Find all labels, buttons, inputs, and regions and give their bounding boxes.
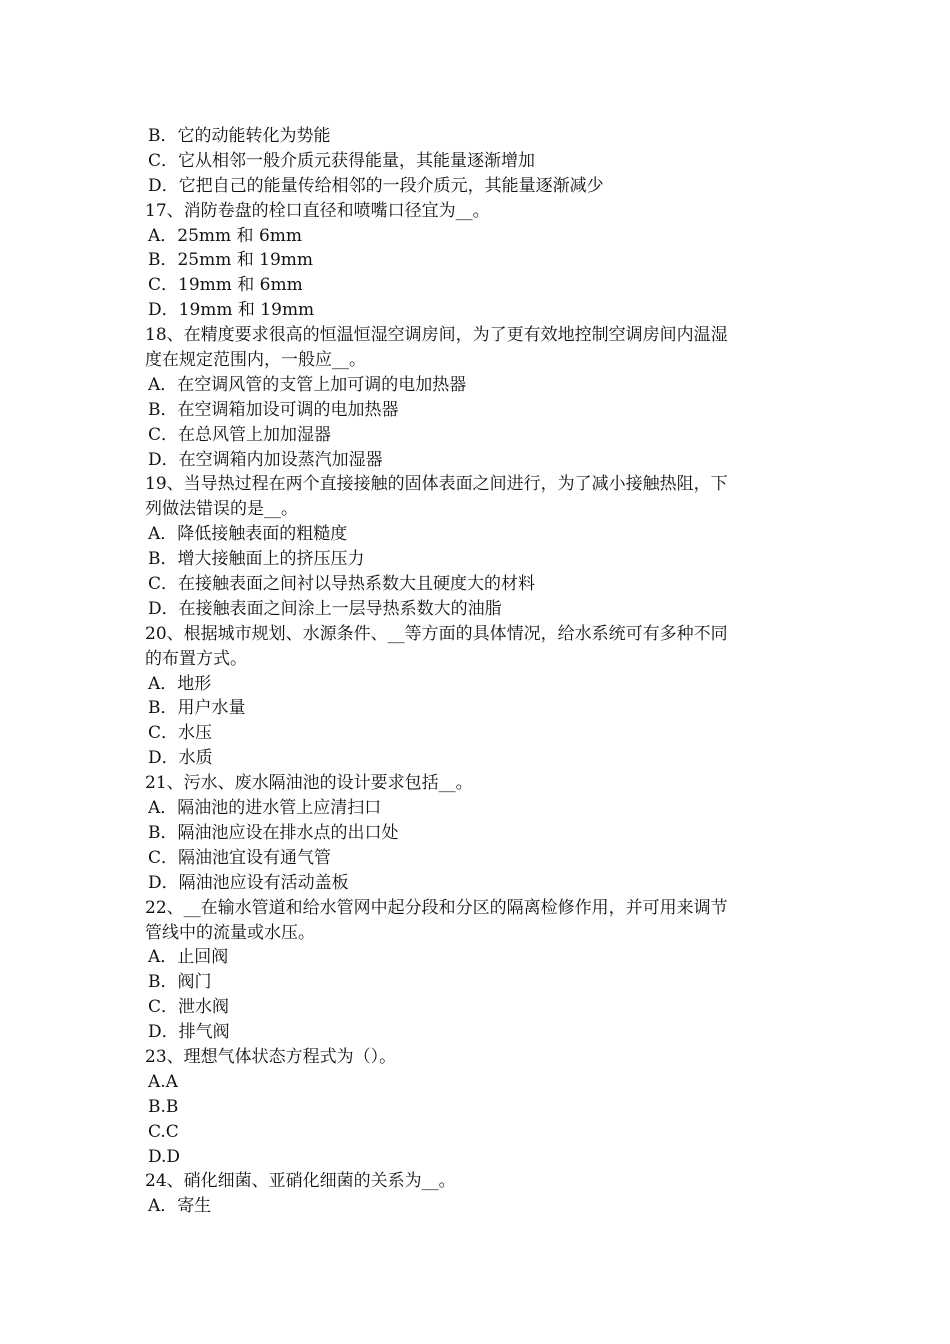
question-line: 20、根据城市规划、水源条件、__等方面的具体情况，给水系统可有多种不同 xyxy=(145,623,728,644)
question-line: 列做法错误的是__。 xyxy=(145,499,298,520)
option-line: D．在空调箱内加设蒸汽加湿器 xyxy=(148,449,383,470)
option-line: C．它从相邻一般介质元获得能量，其能量逐渐增加 xyxy=(148,150,536,171)
option-line: B.B xyxy=(148,1096,179,1117)
question-line: 23、理想气体状态方程式为（）。 xyxy=(145,1046,397,1067)
question-line: 22、__在输水管道和给水管网中起分段和分区的隔离检修作用，并可用来调节 xyxy=(145,897,728,918)
option-line: B．25mm 和 19mm xyxy=(148,250,314,271)
question-line: 19、当导热过程在两个直接接触的固体表面之间进行，为了减小接触热阻，下 xyxy=(145,474,728,495)
question-line: 21、污水、废水隔油池的设计要求包括__。 xyxy=(145,773,473,794)
option-line: C．水压 xyxy=(148,723,213,744)
option-line: D．排气阀 xyxy=(148,1022,230,1043)
option-line: D．在接触表面之间涂上一层导热系数大的油脂 xyxy=(148,598,502,619)
option-line: A．地形 xyxy=(148,673,212,694)
option-line: B．在空调箱加设可调的电加热器 xyxy=(148,399,399,420)
option-line: A．止回阀 xyxy=(148,947,229,968)
option-line: C．泄水阀 xyxy=(148,997,230,1018)
option-line: D．隔油池应设有活动盖板 xyxy=(148,872,349,893)
option-line: D．19mm 和 19mm xyxy=(148,300,315,321)
option-line: C．在总风管上加加湿器 xyxy=(148,424,332,445)
question-line: 度在规定范围内，一般应__。 xyxy=(145,350,366,371)
option-line: B．它的动能转化为势能 xyxy=(148,126,331,146)
option-line: A．降低接触表面的粗糙度 xyxy=(148,524,348,545)
question-line: 的布置方式。 xyxy=(145,648,247,669)
option-line: B．用户水量 xyxy=(148,698,246,719)
option-line: D．它把自己的能量传给相邻的一段介质元，其能量逐渐减少 xyxy=(148,175,604,196)
option-line: B．增大接触面上的挤压压力 xyxy=(148,549,365,570)
option-line: B．阀门 xyxy=(148,972,212,993)
question-line: 管线中的流量或水压。 xyxy=(145,922,315,943)
document-body xyxy=(145,124,813,1219)
option-line: D．水质 xyxy=(148,748,213,769)
option-line: C．在接触表面之间衬以导热系数大且硬度大的材料 xyxy=(148,574,536,595)
option-line: A.A xyxy=(148,1071,178,1092)
option-line: A．在空调风管的支管上加可调的电加热器 xyxy=(148,374,467,395)
option-line: A．隔油池的进水管上应清扫口 xyxy=(148,798,382,819)
option-line: C．19mm 和 6mm xyxy=(148,275,303,296)
question-line: 18、在精度要求很高的恒温恒湿空调房间，为了更有效地控制空调房间内温湿 xyxy=(145,325,728,346)
option-line: A．寄生 xyxy=(148,1196,212,1217)
question-line: 17、消防卷盘的栓口直径和喷嘴口径宜为__。 xyxy=(145,200,490,221)
option-line: A．25mm 和 6mm xyxy=(148,225,303,246)
option-line: D.D xyxy=(148,1146,181,1167)
option-line: C.C xyxy=(148,1121,179,1142)
option-line: B．隔油池应设在排水点的出口处 xyxy=(148,822,399,843)
question-line: 24、硝化细菌、亚硝化细菌的关系为__。 xyxy=(145,1171,456,1192)
option-line: C．隔油池宜设有通气管 xyxy=(148,847,332,868)
